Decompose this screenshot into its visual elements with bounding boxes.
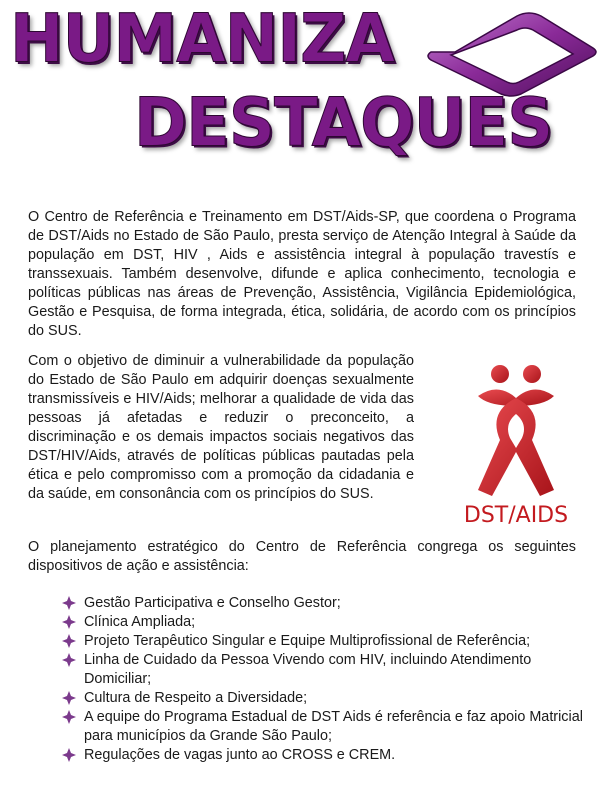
- diamond-bullet-icon: [62, 653, 76, 667]
- list-item: Projeto Terapêutico Singular e Equipe Multiprofissional de Referência;: [62, 632, 587, 651]
- diamond-bullet-icon: [62, 596, 76, 610]
- list-item: Gestão Participativa e Conselho Gestor;: [62, 594, 587, 613]
- list-item: A equipe do Programa Estadual de DST Aids é referência e faz apoio Matricial para municípios da Grande São Paulo;: [62, 708, 587, 746]
- diamond-bullet-icon: [62, 634, 76, 648]
- objective-paragraph: Com o objetivo de diminuir a vulnerabilidade da população do Estado de São Paulo em adquirir doenças sexualmente transmissíveis e HIV/Aids; melhorar a qualidade de vida das pessoas já afetadas e reduzir o preconceito, a discriminação e os demais impactos sociais negativos das DST/HIV/Aids, através de políticas públicas pautadas pela ética e pelo compromisso com a promoção da cidadania e da saúde, em consonância com os princípios do SUS.: [28, 353, 414, 502]
- planning-paragraph: O planejamento estratégico do Centro de Referência congrega os seguintes dispositivos de ação e assistência:: [28, 539, 576, 574]
- list-item: Cultura de Respeito a Diversidade;: [62, 689, 587, 708]
- title-humaniza: HUMANIZA: [10, 0, 395, 79]
- intro-paragraph: O Centro de Referência e Treinamento em DST/Aids-SP, que coordena o Programa de DST/Aids no Estado de São Paulo, presta serviço de Atenção Integral à Saúde da população em DST, HIV , Aids e assistência integral à população travestís e transsexuais. Também desenvolve, difunde e aplica conhecimento, tecnologia e políticas públicas nas áreas de Prevenção, Assistência, Vigilância Epidemiológica, Gestão e Pesquisa, de forma integrada, ética, solidária, de acordo com os princípios do SUS.: [28, 209, 576, 339]
- list-item: Linha de Cuidado da Pessoa Vivendo com HIV, incluindo Atendimento Domiciliar;: [62, 651, 587, 689]
- diamond-bullet-icon: [62, 691, 76, 705]
- dst-aids-logo: [448, 362, 584, 530]
- diamond-bullet-icon: [62, 615, 76, 629]
- red-ribbon-icon: [448, 362, 584, 502]
- dst-aids-label: DST/AIDS: [463, 503, 569, 528]
- diamond-bullet-icon: [62, 710, 76, 724]
- action-devices-list: [62, 594, 587, 765]
- list-item: Regulações de vagas junto ao CROSS e CREM.: [62, 746, 587, 765]
- diamond-bullet-icon: [62, 748, 76, 762]
- list-item: Clínica Ampliada;: [62, 613, 587, 632]
- title-destaques: DESTAQUES: [134, 84, 553, 163]
